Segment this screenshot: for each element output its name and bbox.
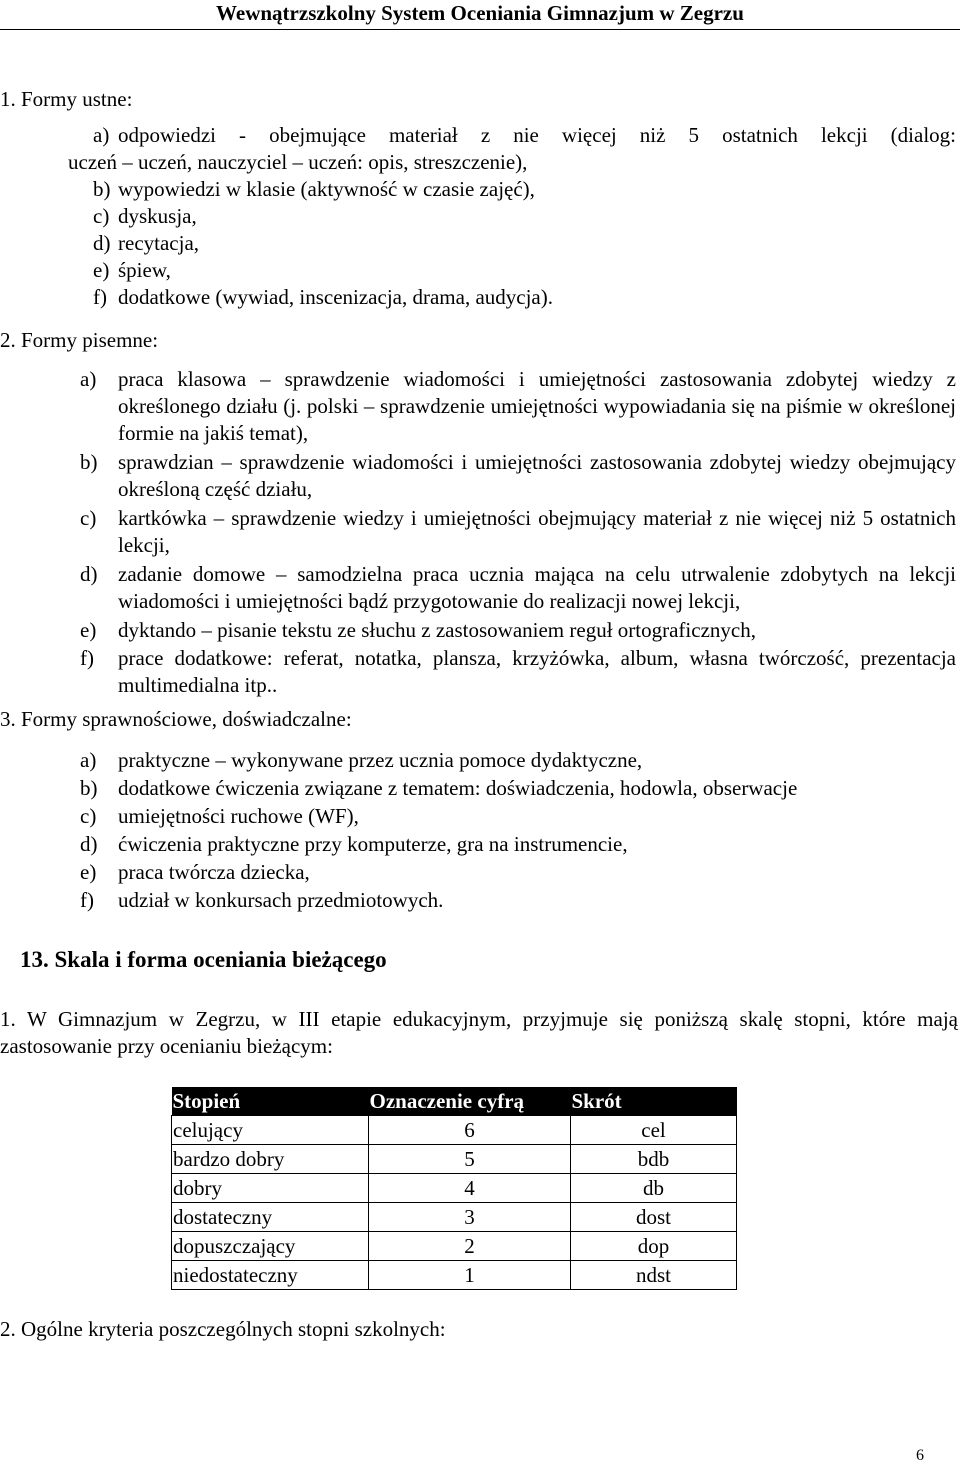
section3-heading: 3. Formy sprawnościowe, doświadczalne: xyxy=(0,707,352,731)
section1-item-b-text: wypowiedzi w klasie (aktywność w czasie zajęć), xyxy=(118,177,535,201)
section1-item-a-cont: uczeń – uczeń, nauczyciel – uczeń: opis, streszczenie), xyxy=(68,150,528,174)
section2-item-f-text: prace dodatkowe: referat, notatka, plansza, krzyżówka, album, własna twórczość, prezentacja multimedialna itp.. xyxy=(118,646,956,697)
section3-item-b-label: b) xyxy=(80,776,98,800)
section1-item-a-text: odpowiedzi - obejmujące materiał z nie więcej niż 5 ostatnich lekcji (dialog: xyxy=(118,123,956,147)
table-cell-digit: 1 xyxy=(369,1261,571,1290)
table-cell-abbr: dost xyxy=(571,1203,737,1232)
section3-item-b-text: dodatkowe ćwiczenia związane z tematem: doświadczenia, hodowla, obserwacje xyxy=(118,776,798,800)
header-rule xyxy=(0,29,960,30)
table-cell-abbr: dop xyxy=(571,1232,737,1261)
table-cell-grade: dopuszczający xyxy=(172,1232,369,1261)
table-row xyxy=(172,1232,737,1261)
section1-item-e-text: śpiew, xyxy=(118,258,171,282)
section3-item-c-label: c) xyxy=(80,804,97,828)
table-cell-grade: bardzo dobry xyxy=(172,1145,369,1174)
section1-item-a-label: a) xyxy=(93,123,110,147)
section1-item-f-text: dodatkowe (wywiad, inscenizacja, drama, audycja). xyxy=(118,285,553,309)
section3-item-c-text: umiejętności ruchowe (WF), xyxy=(118,804,359,828)
section1-item-e-label: e) xyxy=(93,258,110,282)
chapter-13-point-2: 2. Ogólne kryteria poszczególnych stopni szkolnych: xyxy=(0,1317,446,1341)
section3-item-d-label: d) xyxy=(80,832,98,856)
table-header-cell: Oznaczenie cyfrą xyxy=(369,1087,571,1116)
section2-item-b-text: sprawdzian – sprawdzenie wiadomości i umiejętności zastosowania zdobytej wiedzy obejmujący określoną część działu, xyxy=(118,450,956,501)
table-cell-digit: 3 xyxy=(369,1203,571,1232)
chapter-13-point-1-text: 1. W Gimnazjum w Zegrzu, w III etapie edukacyjnym, przyjmuje się poniższą skalę stopni, które mają zastosowanie przy ocenianiu bieżącym: xyxy=(0,1007,958,1058)
table-header-row xyxy=(172,1087,737,1116)
chapter-13-point-1 xyxy=(0,1006,958,1060)
section1-item-d-label: d) xyxy=(93,231,111,255)
section2-item-d-label: d) xyxy=(80,562,98,586)
section2-heading: 2. Formy pisemne: xyxy=(0,328,159,352)
table-header-cell: Stopień xyxy=(172,1087,369,1116)
table-cell-grade: celujący xyxy=(172,1116,369,1145)
table-cell-digit: 5 xyxy=(369,1145,571,1174)
section3-item-e-label: e) xyxy=(80,860,97,884)
table-row xyxy=(172,1261,737,1290)
section2-item-c-text: kartkówka – sprawdzenie wiedzy i umiejętności obejmujący materiał z nie więcej niż 5 ostatnich lekcji, xyxy=(118,506,956,557)
chapter-13-title: 13. Skala i forma oceniania bieżącego xyxy=(20,947,387,972)
section2-item-e-label: e) xyxy=(80,618,97,642)
section2-item-e-text: dyktando – pisanie tekstu ze słuchu z zastosowaniem reguł ortograficznych, xyxy=(118,618,756,642)
section2-item-a-text: praca klasowa – sprawdzenie wiadomości i umiejętności zastosowania zdobytej wiedzy z określonego działu (j. polski – sprawdzenie umiejętności wypowiadania się na piśmie w określonej formie na jakiś temat), xyxy=(118,367,956,445)
table-cell-grade: dostateczny xyxy=(172,1203,369,1232)
table-cell-abbr: cel xyxy=(571,1116,737,1145)
page-number: 6 xyxy=(916,1447,924,1464)
section2-item-a-label: a) xyxy=(80,367,97,391)
table-header-cell: Skrót xyxy=(571,1087,737,1116)
section2-item-d-text: zadanie domowe – samodzielna praca ucznia mająca na celu utrwalenie zdobytych na lekcji wiadomości i umiejętności bądź przygotowanie do realizacji nowej lekcji, xyxy=(118,562,956,613)
table-row xyxy=(172,1116,737,1145)
table-cell-digit: 6 xyxy=(369,1116,571,1145)
table-cell-abbr: db xyxy=(571,1174,737,1203)
table-cell-digit: 4 xyxy=(369,1174,571,1203)
section3-item-a-label: a) xyxy=(80,748,97,772)
grade-scale-table xyxy=(171,1087,737,1290)
section3-item-f-label: f) xyxy=(80,888,94,912)
table-cell-grade: niedostateczny xyxy=(172,1261,369,1290)
section1-item-f-label: f) xyxy=(93,285,107,309)
table-cell-digit: 2 xyxy=(369,1232,571,1261)
table-cell-abbr: ndst xyxy=(571,1261,737,1290)
section3-item-a-text: praktyczne – wykonywane przez ucznia pomoce dydaktyczne, xyxy=(118,748,643,772)
section3-item-d-text: ćwiczenia praktyczne przy komputerze, gra na instrumencie, xyxy=(118,832,628,856)
section1-item-c-text: dyskusja, xyxy=(118,204,197,228)
section1-heading: 1. Formy ustne: xyxy=(0,87,133,111)
table-cell-abbr: bdb xyxy=(571,1145,737,1174)
table-row xyxy=(172,1145,737,1174)
section2-item-f-label: f) xyxy=(80,646,94,670)
section3-item-e-text: praca twórcza dziecka, xyxy=(118,860,310,884)
table-row xyxy=(172,1174,737,1203)
page-header: Wewnątrzszkolny System Oceniania Gimnazjum w Zegrzu xyxy=(216,1,744,25)
section3-item-f-text: udział w konkursach przedmiotowych. xyxy=(118,888,444,912)
section2-item-c-label: c) xyxy=(80,506,97,530)
table-row xyxy=(172,1203,737,1232)
table-cell-grade: dobry xyxy=(172,1174,369,1203)
section1-item-c-label: c) xyxy=(93,204,110,228)
section2-item-b-label: b) xyxy=(80,450,98,474)
section1-item-b-label: b) xyxy=(93,177,111,201)
section1-item-d-text: recytacja, xyxy=(118,231,200,255)
